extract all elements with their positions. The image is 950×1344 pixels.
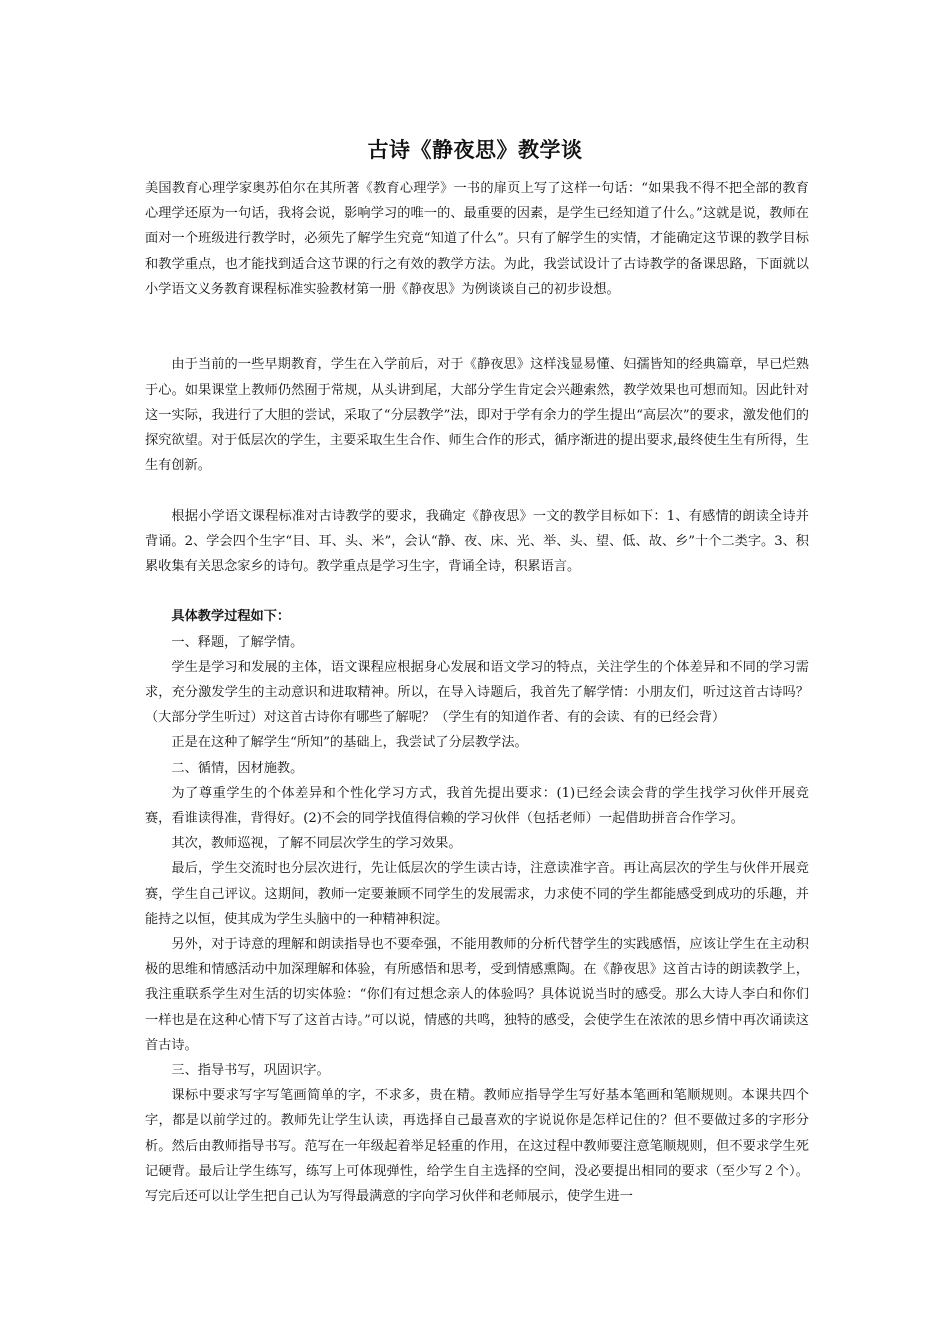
paragraph-step2-reading: 另外，对于诗意的理解和朗读指导也不要牵强，不能用教师的分析代替学生的实践感悟，应该让学生在主动积极的思维和情感活动中加深理解和体验，有所感悟和思考，受到情感熏陶。在《静夜思》这首古诗的朗读教学上，我注重联系学生对生活的切实体验：“你们有过想念亲人的体验吗？具体说说当时的感受。那么大诗人李白和你们一样也是在这种心情下写了这首古诗。”可以说，情感的共鸣，独特的感受，会使学生在浓浓的思乡情中再次诵读这首古诗。: [145, 937, 809, 1053]
blank-line: [145, 478, 809, 503]
paragraph-step2-requirements: 为了尊重学生的个体差异和个性化学习方式，我首先提出要求：(1)已经会读会背的学生找学习伙伴开展竞赛，看谁读得准，背得好。(2)不会的同学找值得信赖的学习伙伴（包括老师）一起借助拼音合作学习。: [145, 785, 809, 827]
paragraph-step3-writing: 课标中要求写字写笔画简单的字，不求多，贵在精。教师应指导学生写好基本笔画和笔顺规则。本课共四个字，都是以前学过的。教师先让学生认读，再选择自己最喜欢的字说说你是怎样记住的？但不要做过多的字形分析。然后由教师指导书写。范写在一年级起着举足轻重的作用，在这过程中教师要注意笔顺规则，但不要求学生死记硬背。最后让学生练写，练写上可体现弹性，给学生自主选择的空间，没必要提出相同的要求（至少写２个）。写完后还可以让学生把自己认为写得最满意的字向学习伙伴和老师展示，使学生进一: [145, 1088, 809, 1205]
paragraph-step1-body: 学生是学习和发展的主体，语文课程应根据身心发展和语文学习的特点，关注学生的个体差异和不同的学习需求，充分激发学生的主动意识和进取精神。所以，在导入诗题后，我首先了解学情：小朋友们，听过这首古诗吗？（大部分学生听过）对这首古诗你有哪些了解呢？（学生有的知道作者、有的会读、有的已经会背）: [145, 659, 809, 726]
document-body: [145, 176, 809, 1209]
paragraph-step2-exchange: 最后，学生交流时也分层次进行，先让低层次的学生读古诗，注意读准字音。再让高层次的学生与伙伴开展竞赛，学生自己评议。这期间，教师一定要兼顾不同学生的发展需求，力求使不同的学生都能感受到成功的乐趣，并能持之以恒，使其成为学生头脑中的一种精神积淀。: [145, 861, 809, 927]
blank-line: [145, 327, 809, 352]
document-title: 古诗《静夜思》教学谈: [367, 137, 583, 162]
blank-line: [145, 579, 809, 604]
step-heading-2: 二、循情，因材施教。: [171, 760, 304, 776]
paragraph-intro: 美国教育心理学家奥苏伯尔在其所著《教育心理学》一书的扉页上写了这样一句话：“如果我不得不把全部的教育心理学还原为一句话，我将会说，影响学习的唯一的、最重要的因素，是学生已经知道了什么。”这就是说，教师在面对一个班级进行教学时，必须先了解学生究竟“知道了什么”。只有了解学生的实情，才能确定这节课的教学目标和教学重点，也才能找到适合这节课的行之有效的教学方法。为此，我尝试设计了古诗教学的备课思路，下面就以小学语文义务教育课程标准实验教材第一册《静夜思》为例谈谈自己的初步设想。: [145, 181, 809, 297]
blank-line: [145, 302, 809, 327]
step-heading-1: 一、释题，了解学情。: [171, 634, 304, 650]
section-heading-process: 具体教学过程如下：: [171, 609, 291, 625]
paragraph-step2-patrol: 其次，教师巡视，了解不同层次学生的学习效果。: [171, 836, 462, 852]
paragraph-goals: 根据小学语文课程标准对古诗教学的要求，我确定《静夜思》一文的教学目标如下：1、有感情的朗读全诗并背诵。2、学会四个生字“目、耳、头、米”，会认“静、夜、床、光、举、头、望、低、故、乡”十个二类字。3、积累收集有关思念家乡的诗句。教学重点是学习生字，背诵全诗，积累语言。: [145, 508, 809, 574]
paragraph-background: 由于当前的一些早期教育，学生在入学前后，对于《静夜思》这样浅显易懂、妇孺皆知的经典篇章，早已烂熟于心。如果课堂上教师仍然囿于常规，从头讲到尾，大部分学生肯定会兴趣索然，教学效果也可想而知。因此针对这一实际，我进行了大胆的尝试，采取了“分层教学”法，即对于学有余力的学生提出“高层次”的要求，激发他们的探究欲望。对于低层次的学生，主要采取生生合作、师生合作的形式，循序渐进的提出要求,最终使生生有所得，生生有创新。: [145, 357, 809, 474]
step-heading-3: 三、指导书写，巩固识字。: [171, 1063, 330, 1079]
paragraph-step1-summary: 正是在这种了解学生“所知”的基础上，我尝试了分层教学法。: [171, 735, 528, 751]
